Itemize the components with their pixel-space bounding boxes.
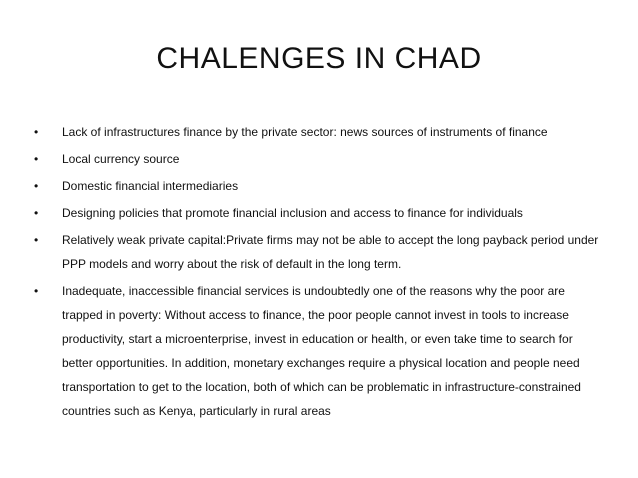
- bullet-marker: •: [34, 284, 39, 298]
- bullet-marker: •: [34, 233, 39, 247]
- bullet-text: Designing policies that promote financial inclusion and access to finance for individuals: [62, 206, 523, 220]
- bullet-item-4: [34, 201, 604, 225]
- bullet-text: Lack of infrastructures finance by the private sector: news sources of instruments of finance: [62, 125, 548, 139]
- slide-title: CHALENGES IN CHAD: [156, 42, 482, 75]
- bullet-item-2: [34, 147, 604, 171]
- bullet-text: Domestic financial intermediaries: [62, 179, 239, 193]
- bullet-item-6: [34, 279, 604, 423]
- bullet-item-3: [34, 174, 604, 198]
- bullet-text: Relatively weak private capital:Private firms may not be able to accept the long payback period under PPP models and worry about the risk of default in the long term.: [62, 233, 599, 271]
- bullet-item-5: [34, 228, 604, 276]
- bullet-text: Inadequate, inaccessible financial services is undoubtedly one of the reasons why the poor are trapped in poverty: Without access to finance, the poor people cannot invest in tools to increase productivity, start a microenterprise, invest in education or health, or even take time to search for better opportunities. In addition, monetary exchanges require a physical location and people need transportation to get to the location, both of which can be problematic in infrastructure-constrained countries such as Kenya, particularly in rural areas: [62, 284, 581, 418]
- bullet-item-1: [34, 120, 604, 144]
- bullet-list: [34, 120, 604, 426]
- bullet-marker: •: [34, 152, 39, 166]
- bullet-marker: •: [34, 125, 39, 139]
- bullet-text: Local currency source: [62, 152, 180, 166]
- bullet-marker: •: [34, 179, 39, 193]
- bullet-marker: •: [34, 206, 39, 220]
